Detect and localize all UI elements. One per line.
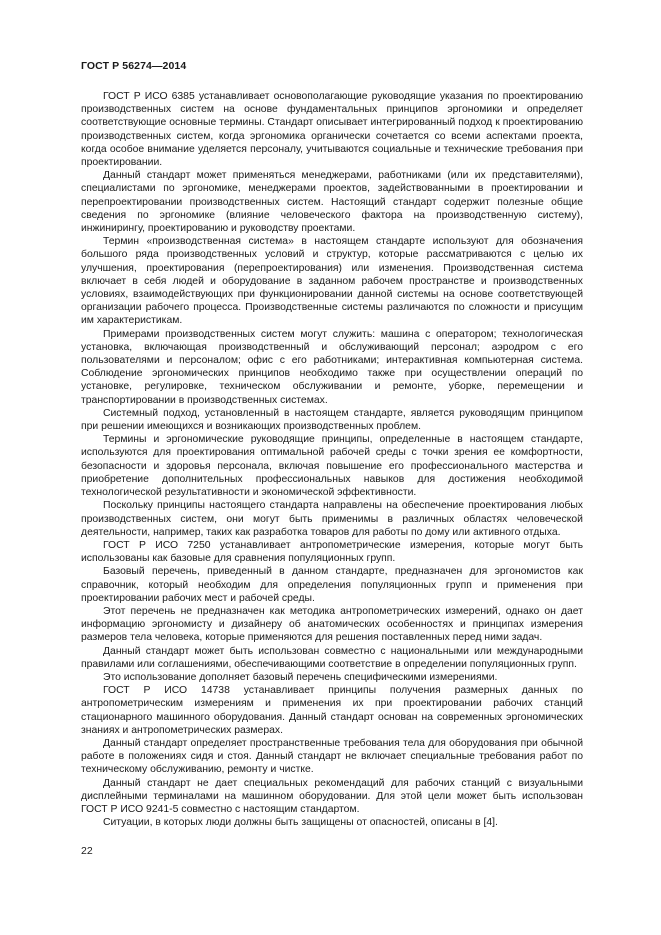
paragraph: Примерами производственных систем могут служить: машина с оператором; технологическая установка, включающая производственный и обслуживающий персонал; аэродром с его пользователями и персоналом; офис с его работниками; интерактивная компьютерная система. Соблюдение эргономических принципов необходимо также при осуществлении операций по установке, регулировке, техническом обслуживании и ремонте, уборке, перемещении и транспортировании в производственных системах. [81, 328, 583, 406]
paragraph: Поскольку принципы настоящего стандарта направлены на обеспечение проектирования любых производственных систем, они могут быть применимы в различных областях человеческой деятельности, например, таких как разработка товаров для работы по дому или активного отдыха. [81, 500, 583, 538]
paragraph: Термин «производственная система» в настоящем стандарте используют для обозначения большого ряда производственных условий и структур, которые рассматриваются с целью их улучшения, проектирования (перепроектирования) или изменения. Производственная система включает в себя людей и оборудование в заданном рабочем пространстве и производственных условиях, взаимодействующих при функционировании данной системы на основе соответствующей организации рабочего процесса. Производственные системы различаются по сложности и присущим им характеристикам. [81, 236, 583, 327]
paragraph: ГОСТ Р ИСО 6385 устанавливает основополагающие руководящие указания по проектированию производственных систем на основе фундаментальных принципов эргономики и определяет соответствующие основные термины. Стандарт описывает интегрированный подход к проектированию производственных систем, когда эргономика органически сочетается со всеми аспектами проекта, когда особое внимание уделяется персоналу, учитываются социальные и технические требования при проектировании. [81, 91, 583, 169]
paragraph: Это использование дополняет базовый перечень специфическими измерениями. [103, 671, 498, 683]
paragraph: Этот перечень не предназначен как методика антропометрических измерений, однако он дает информацию эргономисту и дизайнеру об анатомических особенностях и принципах измерения размеров тела человека, которые применяются для решения поставленных перед ними задач. [81, 605, 583, 644]
paragraph: Базовый перечень, приведенный в данном стандарте, предназначен для эргономистов как справочник, который необходим для определения популяционных групп и применения при проектировании рабочих мест и рабочей среды. [81, 566, 583, 604]
paragraph: Ситуации, в которых люди должны быть защищены от опасностей, описаны в [4]. [103, 817, 498, 829]
document-header: ГОСТ Р 56274—2014 [81, 60, 187, 72]
paragraph: Термины и эргономические руководящие принципы, определенные в настоящем стандарте, используются для проектирования оптимальной рабочей среды с точки зрения ее комфортности, безопасности и здоровья персонала, включая повышение его профессионального мастерства и приобретение дополнительных профессиональных навыков для достижения необходимой технологической результативности и экономической эффективности. [81, 434, 583, 499]
paragraph: Данный стандарт не дает специальных рекомендаций для рабочих станций с визуальными дисплейными терминалами на машинном оборудовании. Для этой цели может быть использован ГОСТ Р ИСО 9241-5 совместно с настоящим стандартом. [81, 777, 583, 815]
paragraph: Данный стандарт может применяться менеджерами, работниками (или их представителями), специалистами по эргономике, менеджерами проектов, задействованными в проектировании и перепроектировании производственных систем. Настоящий стандарт содержит полезные общие сведения по эргономике (влияние человеческого фактора на производственную систему), инжинирингу, проектированию и руководству проектами. [81, 170, 583, 235]
paragraph: ГОСТ Р ИСО 7250 устанавливает антропометрические измерения, которые могут быть использованы как базовые для сравнения популяционных групп. [81, 539, 583, 565]
paragraph: Данный стандарт определяет пространственные требования тела для оборудования при обычной работе в положениях сидя и стоя. Данный стандарт не включает специальные требования работ по техническому обслуживанию, ремонту и чистке. [81, 737, 583, 776]
paragraph: Системный подход, установленный в настоящем стандарте, является руководящим принципом при решении имеющихся и возникающих производственных проблем. [81, 407, 583, 433]
paragraph: ГОСТ Р ИСО 14738 устанавливает принципы получения размерных данных по антропометрическим измерениям и применения их при проектировании рабочих станций стационарного машинного оборудования. Данный стандарт основан на современных эргономических знаниях и антропометрических размерах. [81, 685, 583, 736]
paragraph: Данный стандарт может быть использован совместно с национальными или международными правилами или соглашениями, обеспечивающими соответствие в определении популяционных групп. [81, 645, 583, 670]
page-number: 22 [81, 845, 93, 857]
document-body [81, 90, 583, 829]
